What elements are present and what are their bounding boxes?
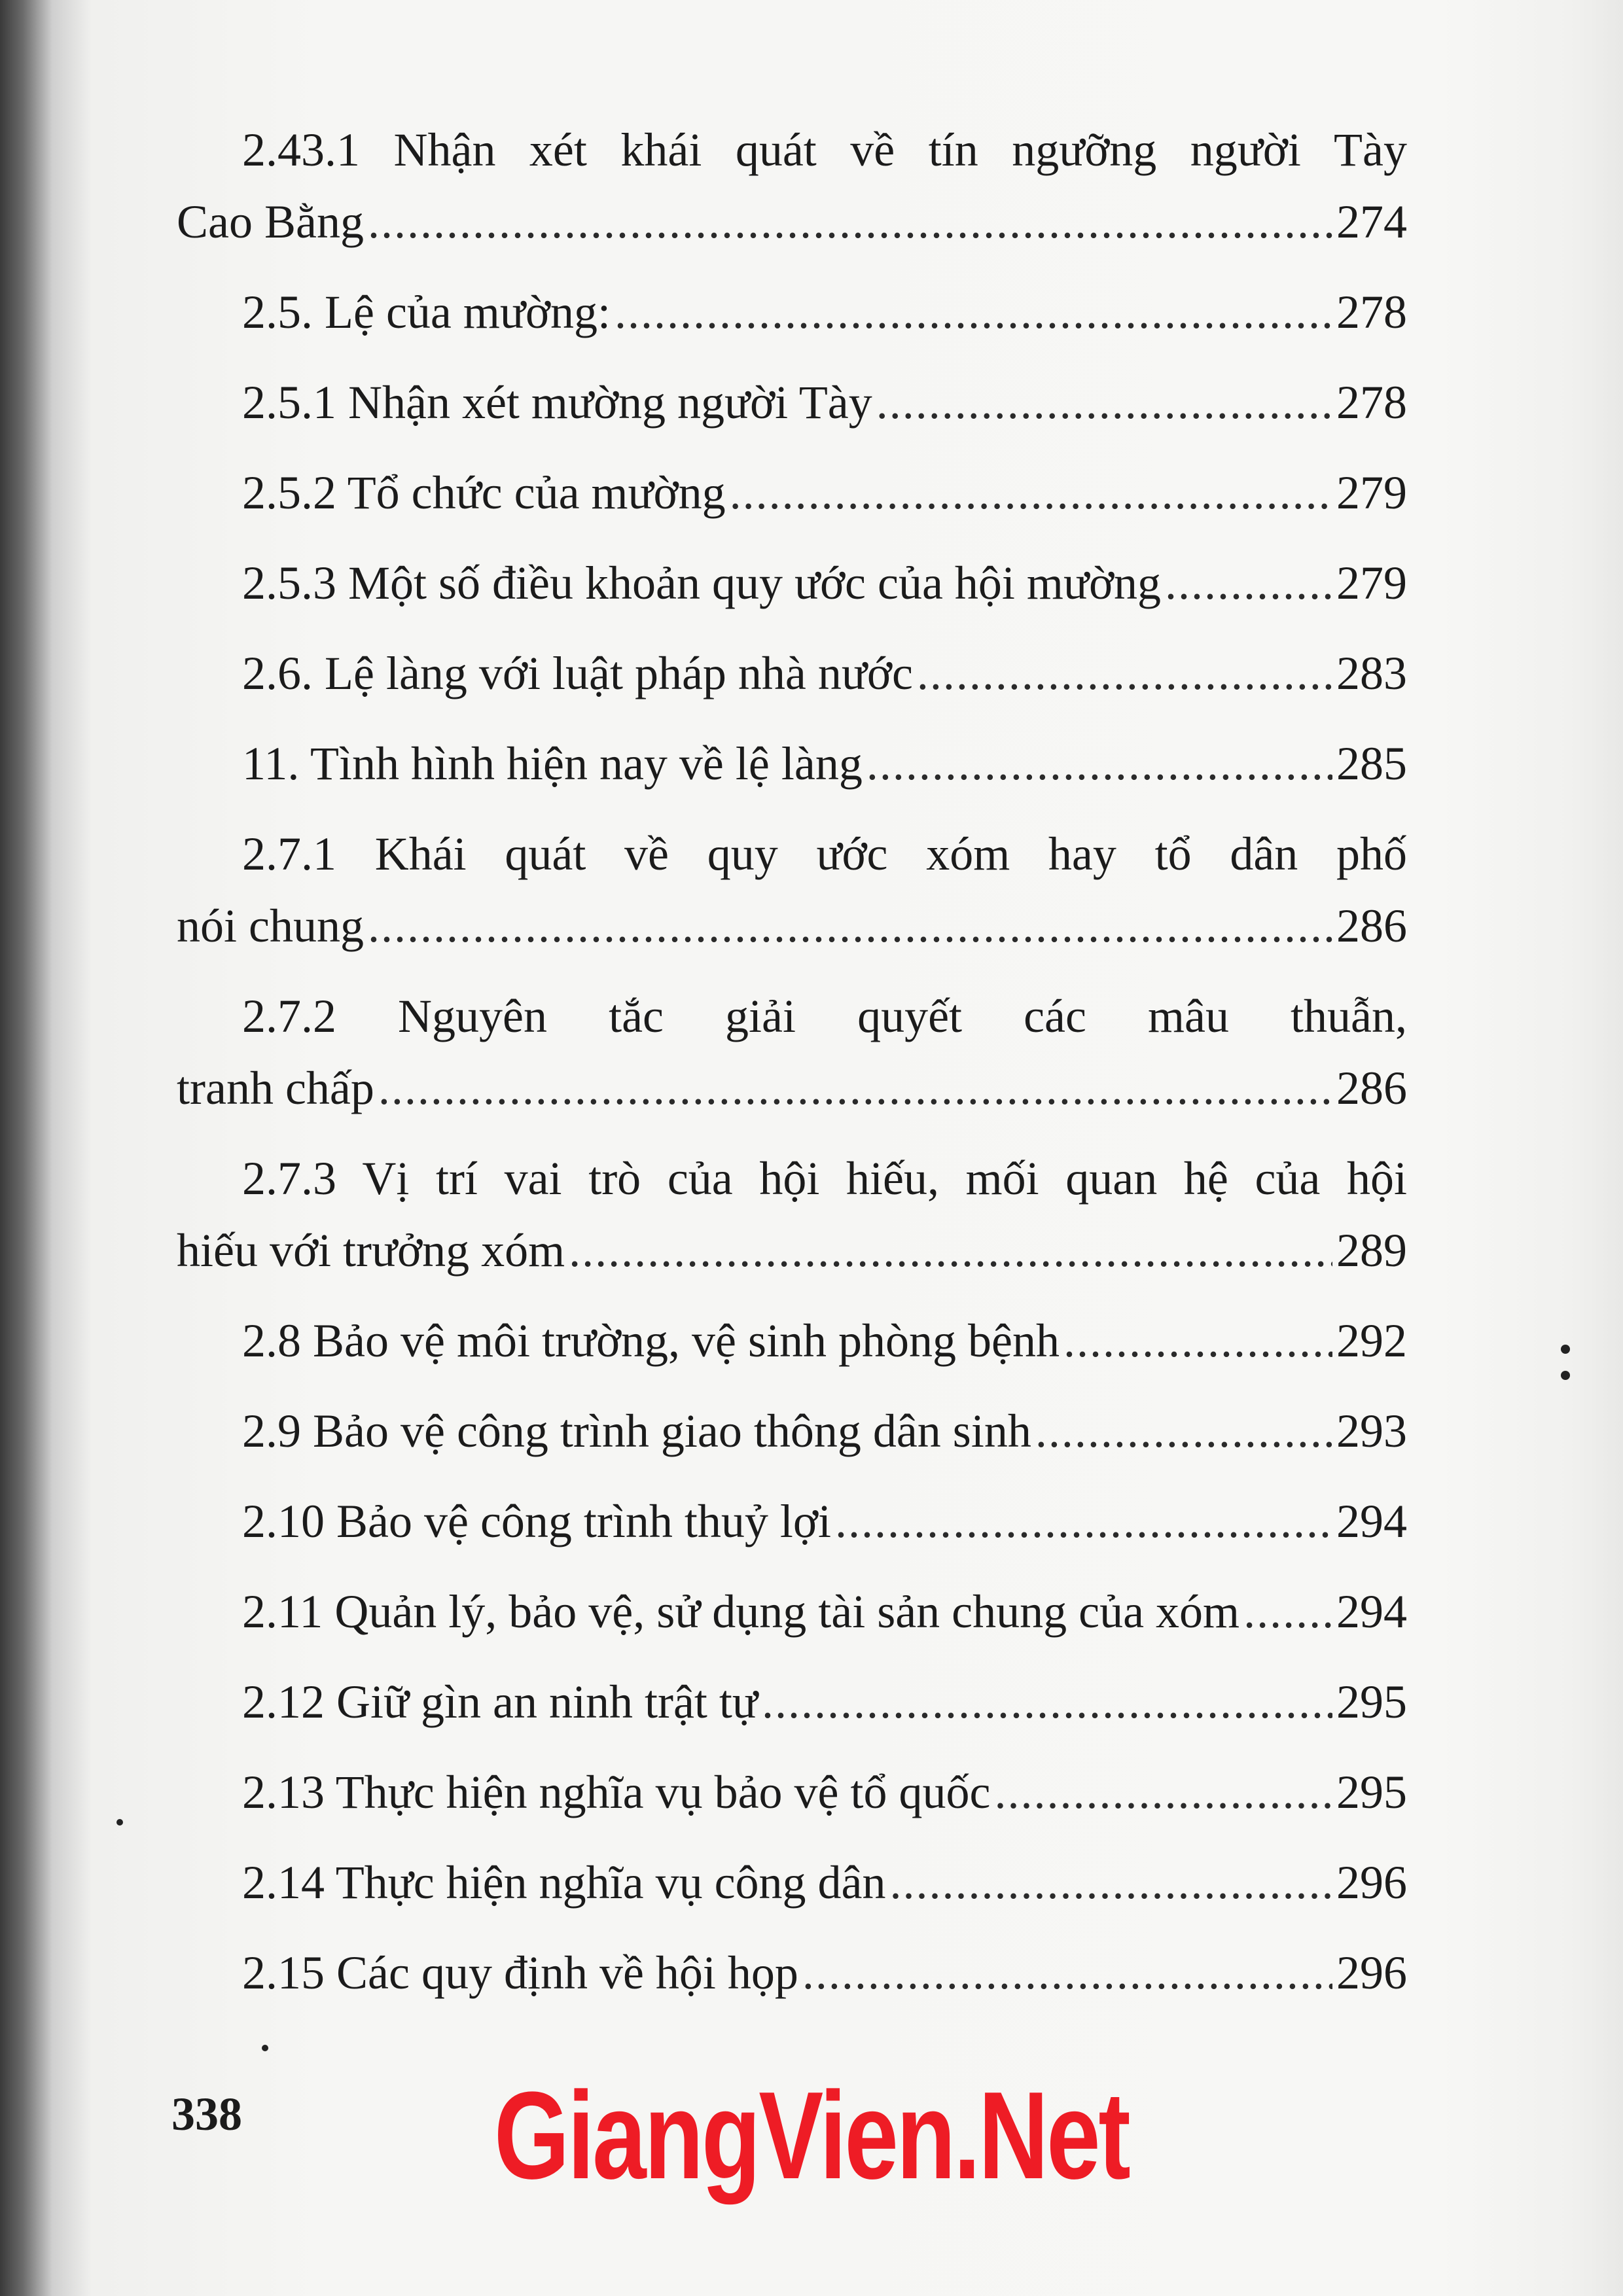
dot-leader (569, 1214, 1332, 1286)
print-speck (1561, 1345, 1570, 1354)
toc-entry-title: 2.5.3 Một số điều khoản quy ước của hội mường (242, 557, 1162, 609)
toc-page-number: 285 (1336, 737, 1407, 790)
toc-page-number: 286 (1336, 1062, 1407, 1114)
dot-leader (917, 628, 1332, 718)
toc-entry (177, 105, 1407, 267)
toc-entry-title: 2.5.2 Tổ chức của mường (242, 467, 726, 519)
toc-entry-title: 2.14 Thực hiện nghĩa vụ công dân (242, 1856, 886, 1909)
toc-entry-title: 2.5. Lệ của mường: (242, 286, 611, 338)
dot-leader (730, 448, 1332, 538)
dot-leader (762, 1657, 1332, 1747)
toc-entry-title-cont: tranh chấp (177, 1062, 374, 1114)
toc-entry-title: 2.9 Bảo vệ công trình giao thông dân sinh (242, 1405, 1031, 1457)
toc-page-number: 283 (1336, 647, 1407, 699)
toc-entry (177, 718, 1407, 809)
page-number: 338 (171, 2088, 242, 2140)
toc-page-number: 278 (1336, 286, 1407, 338)
toc-entry (177, 538, 1407, 628)
toc-page-number: 296 (1336, 1856, 1407, 1909)
toc-entry (177, 267, 1407, 357)
toc-entry (177, 1386, 1407, 1476)
toc-entry (177, 971, 1407, 1133)
dot-leader (876, 357, 1332, 448)
toc-entry (177, 1133, 1407, 1296)
dot-leader (1243, 1566, 1332, 1657)
toc-entry (177, 1657, 1407, 1747)
toc-entry-title: 2.13 Thực hiện nghĩa vụ bảo vệ tổ quốc (242, 1766, 991, 1818)
toc-page-number: 278 (1336, 376, 1407, 429)
toc-entry-title: 2.12 Giữ gìn an ninh trật tự (242, 1676, 758, 1728)
dot-leader (378, 1052, 1332, 1124)
toc-entry-title: 2.43.1 Nhận xét khái quát về tín ngưỡng người Tày (242, 124, 1407, 176)
dot-leader (802, 1928, 1332, 2018)
dot-leader (615, 267, 1332, 357)
toc-entry (177, 809, 1407, 971)
toc-entry-title: 2.8 Bảo vệ môi trường, vệ sinh phòng bệnh (242, 1315, 1060, 1367)
dot-leader (890, 1837, 1333, 1928)
toc-page-number: 292 (1336, 1315, 1407, 1367)
dot-leader (1165, 538, 1332, 628)
toc-entry (177, 1296, 1407, 1386)
toc-entry-title: 2.7.3 Vị trí vai trò của hội hiếu, mối quan hệ của hội (242, 1152, 1407, 1205)
toc-entry (177, 1747, 1407, 1837)
toc-entry-title-cont: Cao Bằng (177, 196, 364, 248)
dot-leader (368, 890, 1332, 962)
toc-page-number: 279 (1336, 557, 1407, 609)
toc-entry-title-cont: hiếu với trưởng xóm (177, 1224, 565, 1277)
print-speck (1561, 1371, 1570, 1380)
toc-page-number: 286 (1336, 900, 1407, 952)
print-speck (116, 1819, 123, 1826)
toc-page-number: 294 (1336, 1495, 1407, 1547)
dot-leader (866, 718, 1332, 809)
toc-entry-title-cont: nói chung (177, 900, 364, 952)
toc-page-number: 295 (1336, 1676, 1407, 1728)
dot-leader (1063, 1296, 1332, 1386)
toc-entry (177, 1476, 1407, 1566)
toc-entry-title: 2.11 Quản lý, bảo vệ, sử dụng tài sản chung của xóm (242, 1585, 1240, 1638)
print-speck (262, 2045, 268, 2051)
toc-entry-title: 2.7.2 Nguyên tắc giải quyết các mâu thuẫn, (242, 990, 1407, 1042)
toc-entry-title: 2.5.1 Nhận xét mường người Tày (242, 376, 872, 429)
toc-page-number: 295 (1336, 1766, 1407, 1818)
dot-leader (835, 1476, 1332, 1566)
toc-entry-title: 2.7.1 Khái quát về quy ước xóm hay tổ dân phố (242, 828, 1407, 880)
toc-entry (177, 1928, 1407, 2018)
dot-leader (1035, 1386, 1332, 1476)
toc-page-number: 279 (1336, 467, 1407, 519)
toc-entry (177, 628, 1407, 718)
toc-entry (177, 1566, 1407, 1657)
toc-page-number: 294 (1336, 1585, 1407, 1638)
table-of-contents (177, 105, 1407, 2018)
toc-entry-title: 11. Tình hình hiện nay về lệ làng (242, 737, 863, 790)
toc-entry-title: 2.6. Lệ làng với luật pháp nhà nước (242, 647, 913, 699)
toc-entry-title: 2.15 Các quy định về hội họp (242, 1947, 798, 1999)
toc-page-number: 293 (1336, 1405, 1407, 1457)
toc-entry (177, 357, 1407, 448)
toc-entry (177, 448, 1407, 538)
toc-page-number: 296 (1336, 1947, 1407, 1999)
toc-page-number: 274 (1336, 196, 1407, 248)
toc-entry-title: 2.10 Bảo vệ công trình thuỷ lợi (242, 1495, 831, 1547)
dot-leader (994, 1747, 1332, 1837)
watermark-logo: GiangVien.Net (494, 2066, 1129, 2205)
dot-leader (368, 186, 1332, 258)
toc-entry (177, 1837, 1407, 1928)
toc-page-number: 289 (1336, 1224, 1407, 1277)
